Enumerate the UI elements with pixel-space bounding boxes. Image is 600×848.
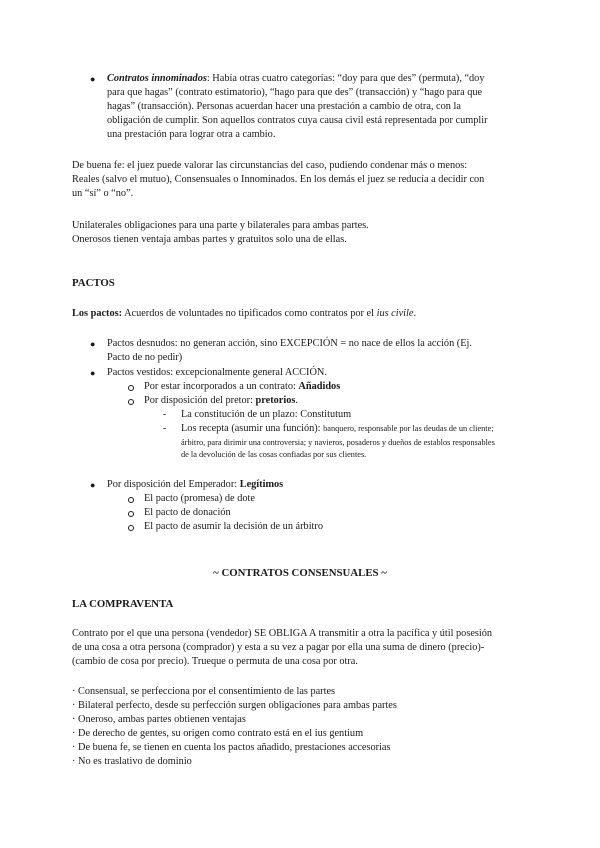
innominados-line-3: hagas” (transacción). Personas acuerdan hacer una prestación a cambio de otra, con la <box>107 101 461 112</box>
consensuales-heading: ~ CONTRATOS CONSENSUALES ~ <box>213 567 387 579</box>
pactos-definition-text: Acuerdos de voluntades no tipificados como contratos por el <box>122 308 377 319</box>
pactos-definition-end: . <box>413 308 417 319</box>
pretor-end: . <box>295 395 298 406</box>
vestidos-incorporados <box>144 380 340 394</box>
pactos-definition <box>72 307 416 321</box>
unilaterales-line: Unilaterales obligaciones para una parte y bilaterales para ambas partes. <box>72 220 369 231</box>
compraventa-heading: LA COMPRAVENTA <box>72 598 174 610</box>
compraventa-def-line-2: de una cosa a otra persona (comprador) y esta a su vez a pagar por ella una suma de dinero (precio)- <box>72 642 485 653</box>
bullet-circle <box>128 525 134 531</box>
desnudos-line-1: Pactos desnudos: no generan acción, sino EXCEPCIÓN = no nace de ellos la acción (Ej. <box>107 338 472 349</box>
emperador-text: Por disposición del Emperador: <box>107 479 240 490</box>
compraventa-feature-6: · No es traslativo de dominio <box>72 756 192 767</box>
vestidos-pretor <box>144 394 298 408</box>
pactos-definition-term: Los pactos: <box>72 308 123 319</box>
innominados-line-4: obligación de cumplir. Son aquellos contratos cuya causa civil está representada por cumplir <box>107 115 488 126</box>
dash-marker: - <box>163 423 167 434</box>
recepta-main: Los recepta (asumir una función): <box>181 423 324 434</box>
bullet-circle <box>128 385 134 391</box>
bullet-circle <box>128 497 134 503</box>
buena-fe-line-1: De buena fe: el juez puede valorar las circunstancias del caso, pudiendo condenar más o menos: <box>72 160 468 171</box>
emperador-item-1: El pacto (promesa) de dote <box>144 493 255 504</box>
pretor-bold: pretorios <box>255 395 296 406</box>
vestidos-label: Pactos vestidos: excepcionalmente general ACCIÓN. <box>107 367 327 378</box>
pactos-definition-ius: ius civile <box>376 308 414 319</box>
innominados-line-5: una prestación para lograr otra a cambio. <box>107 129 276 140</box>
innominados-line-2: para que hagas” (contrato estimatorio), “hago para que des” (transacción) y “hago para que <box>107 87 483 98</box>
incorporados-bold: Añadidos <box>298 381 341 392</box>
emperador-label <box>107 478 283 492</box>
emperador-item-2: El pacto de donación <box>144 507 231 518</box>
onerosos-line: Onerosos tienen ventaja ambas partes y gratuitos solo una de ellas. <box>72 234 347 245</box>
pactos-heading: PACTOS <box>72 277 115 289</box>
emperador-item-3: El pacto de asumir la decisión de un árbitro <box>144 521 323 532</box>
pretor-text: Por disposición del pretor: <box>144 395 256 406</box>
compraventa-def-line-3: (cambio de cosa por precio). Trueque o permuta de una cosa por otra. <box>72 656 358 667</box>
recepta-small-1: banquero, responsable por las deudas de un cliente; <box>323 424 494 433</box>
dash-marker: - <box>163 409 167 420</box>
compraventa-feature-3: · Oneroso, ambas partes obtienen ventajas <box>72 714 246 725</box>
bullet-dot: ● <box>90 74 96 84</box>
compraventa-feature-4: · De derecho de gentes, su origen como contrato está en el ius gentium <box>72 728 364 739</box>
compraventa-def-line-1: Contrato por el que una persona (vendedor) SE OBLIGA A transmitir a otra la pacífica y útil posesión <box>72 628 493 639</box>
pretor-constitutum: La constitución de un plazo: Constitutum <box>181 409 352 420</box>
pretor-recepta-line-2: árbitro, para dirimir una controversia; y navieros, posaderos y dueños de establos responsables <box>181 438 495 447</box>
incorporados-text: Por estar incorporados a un contrato: <box>144 381 299 392</box>
compraventa-feature-2: · Bilateral perfecto, desde su perfección surgen obligaciones para ambas partes <box>72 700 397 711</box>
pretor-recepta-line-3: de la devolución de las cosas confiadas por sus clientes. <box>181 450 367 459</box>
bullet-circle <box>128 511 134 517</box>
buena-fe-line-3: un “sí” o “no”. <box>72 188 134 199</box>
innominados-line-1 <box>107 72 484 86</box>
bullet-dot: ● <box>90 480 96 490</box>
bullet-dot: ● <box>90 368 96 378</box>
desnudos-line-2: Pacto de no pedir) <box>107 352 183 363</box>
compraventa-feature-5: · De buena fe, se tienen en cuenta los pactos añadido, prestaciones accesorias <box>72 742 391 753</box>
innominados-term: Contratos innominados <box>107 73 207 84</box>
innominados-text-1: : Había otras cuatro categorías: “doy para que des” (permuta), “doy <box>206 73 485 84</box>
compraventa-feature-1: · Consensual, se perfecciona por el consentimiento de las partes <box>72 686 336 697</box>
pretor-recepta-line-1 <box>181 422 494 436</box>
buena-fe-line-2: Reales (salvo el mutuo), Consensuales o Innominados. En los demás el juez se reducía a decidir con <box>72 174 485 185</box>
bullet-dot: ● <box>90 339 96 349</box>
bullet-circle <box>128 399 134 405</box>
emperador-bold: Legítimos <box>239 479 284 490</box>
